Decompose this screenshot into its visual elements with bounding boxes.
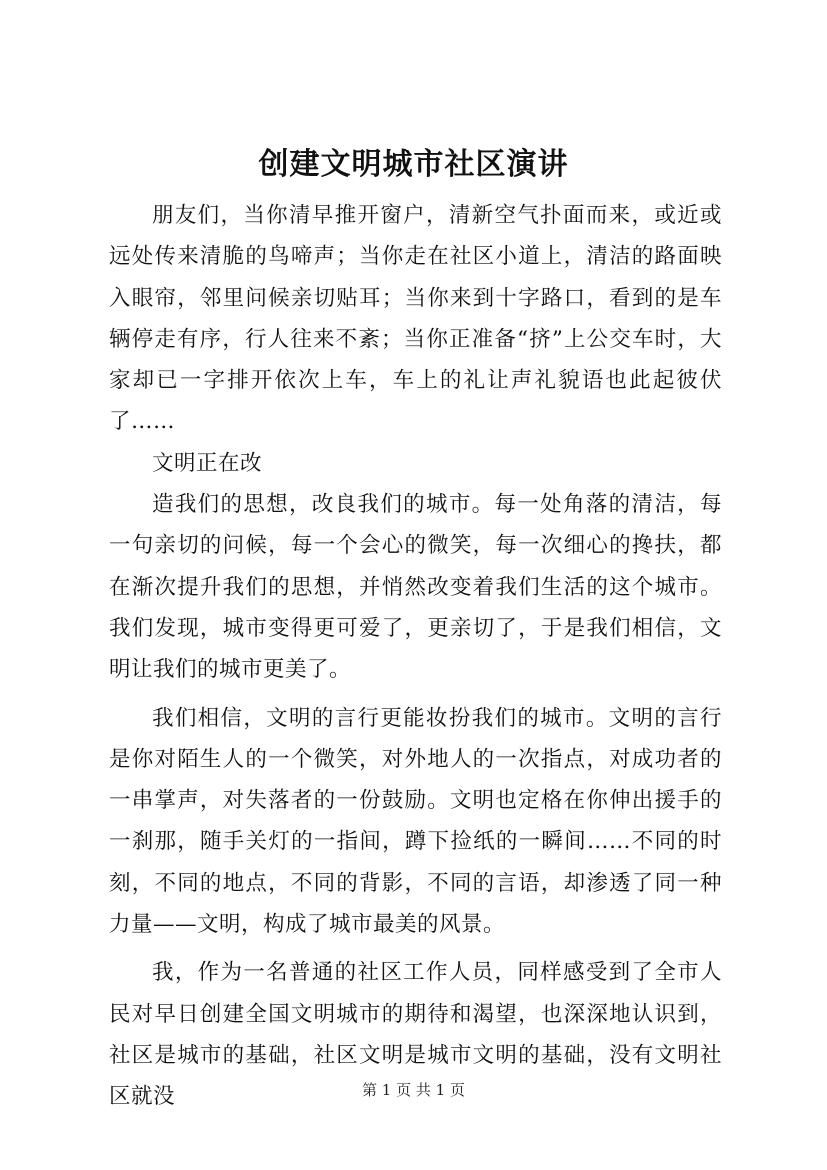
paragraph-3: 造我们的思想，改良我们的城市。每一处角落的清洁，每一句亲切的问候，每一个会心的微笑，每一次细心的搀扶，都在渐次提升我们的思想，并悄然改变着我们生活的这个城市。我们发现，城市变得更可爱了，更亲切了，于是我们相信，文明让我们的城市更美了。: [109, 492, 722, 683]
paragraph-5: 我，作为一名普通的社区工作人员，同样感受到了全市人民对早日创建全国文明城市的期待和渴望，也深深地认识到，社区是城市的基础，社区文明是城市文明的基础，没有文明社区就没: [109, 960, 722, 1110]
document-title: 创建文明城市社区演讲: [258, 147, 569, 182]
paragraph-1: 朋友们，当你清早推开窗户，清新空气扑面而来，或近或远处传来清脆的鸟啼声；当你走在社区小道上，清洁的路面映入眼帘，邻里问候亲切贴耳；当你来到十字路口，看到的是车辆停走有序，行人往来不紊；当你正准备“挤”上公交车时，大家却已一字排开依次上车，车上的礼让声礼貌语也此起彼伏了……: [109, 203, 722, 435]
paragraph-4: 我们相信，文明的言行更能妆扮我们的城市。文明的言行是你对陌生人的一个微笑，对外地人的一次指点，对成功者的一串掌声，对失落者的一份鼓励。文明也定格在你伸出援手的一刹那，随手关灯的一指间，蹲下捡纸的一瞬间……不同的时刻，不同的地点，不同的背影，不同的言语，却渗透了同一种力量——文明，构成了城市最美的风景。: [109, 705, 722, 938]
paragraph-2: 文明正在改: [152, 450, 263, 476]
page-number-footer: 第 1 页 共 1 页: [362, 1081, 465, 1099]
document-body: [109, 195, 722, 1118]
